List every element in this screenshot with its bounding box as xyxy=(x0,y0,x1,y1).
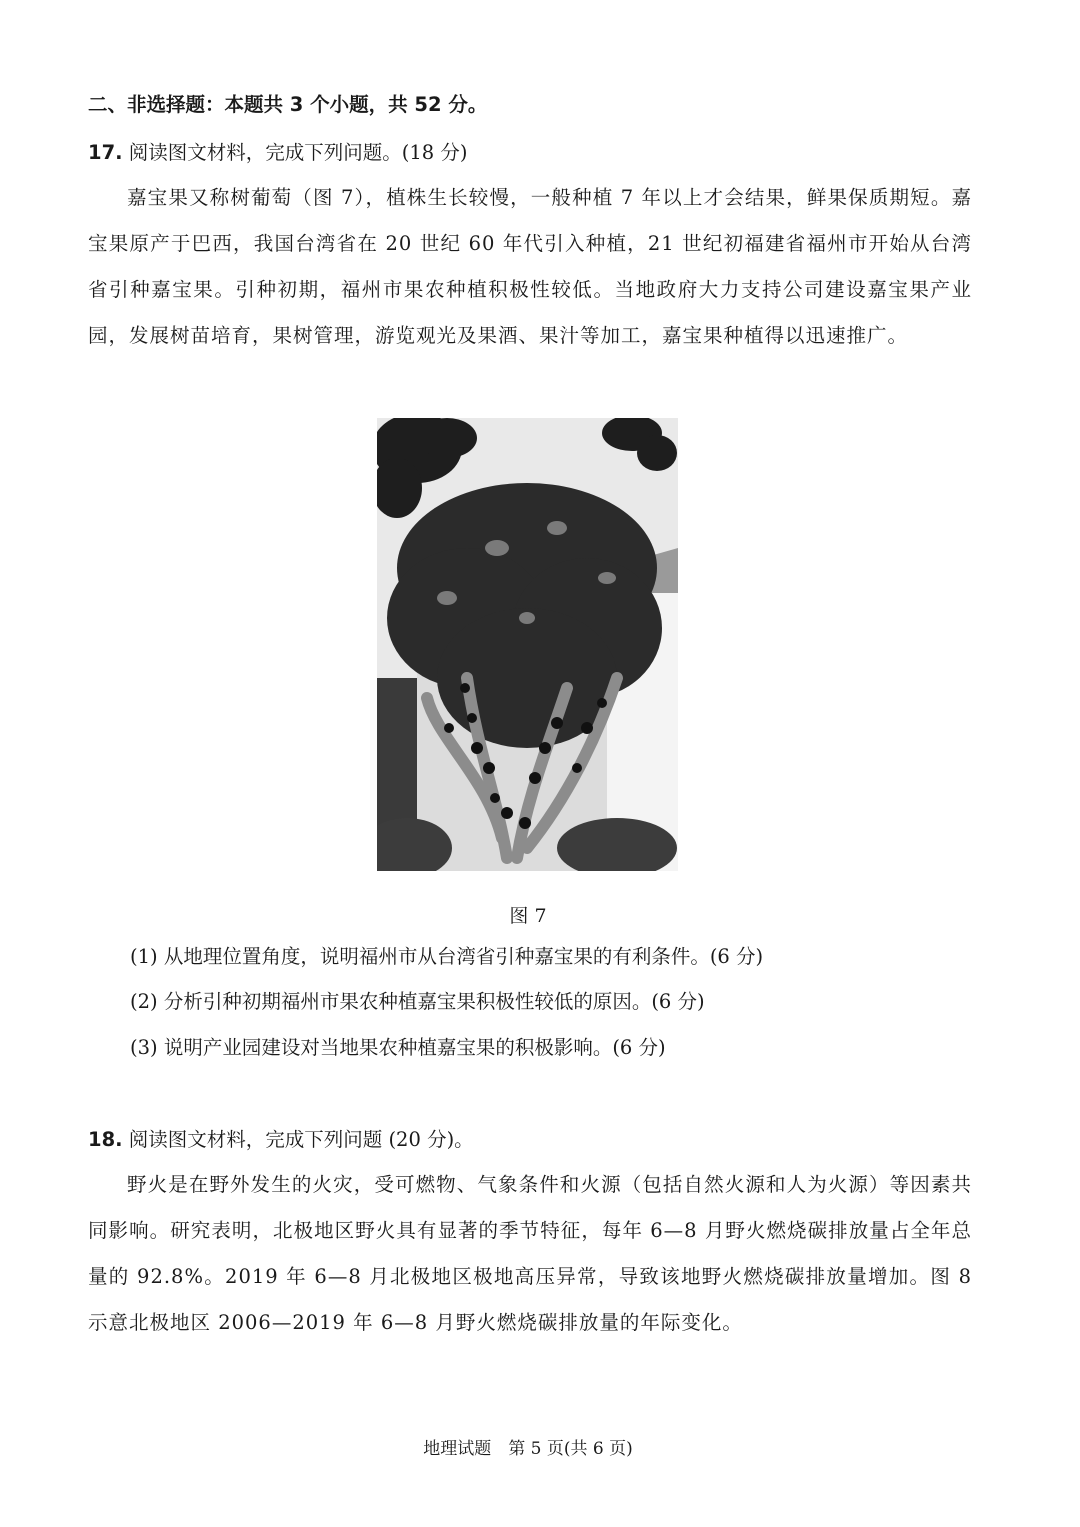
figure-7-caption: 图 7 xyxy=(509,905,547,927)
question-17-sub-1: (1) 从地理位置角度，说明福州市从台湾省引种嘉宝果的有利条件。(6 分) xyxy=(130,945,764,968)
question-18-title xyxy=(88,1130,474,1150)
jaboticaba-tree-photo xyxy=(377,418,678,871)
question-17-title xyxy=(88,143,467,163)
question-17-sub-2: (2) 分析引种初期福州市果农种植嘉宝果积极性较低的原因。(6 分) xyxy=(130,990,705,1013)
question-18-paragraph: 野火是在野外发生的火灾，受可燃物、气象条件和火源（包括自然火源和人为火源）等因素共同影响。研究表明，北极地区野火具有显著的季节特征，每年 6—8 月野火燃烧碳排放量占全年总量的 92.8%。2019 年 6—8 月北极地区极地高压异常，导致该地野火燃烧碳排放量增加。图 8 示意北极地区 2006—2019 年 6—8 月野火燃烧碳排放量的年际变化。 xyxy=(88,1173,972,1334)
question-18-number: 18. xyxy=(88,1128,123,1151)
page-footer: 地理试题 第 5 页(共 6 页) xyxy=(423,1439,633,1459)
question-17-number: 17. xyxy=(88,141,123,164)
question-17-sub-3: (3) 说明产业园建设对当地果农种植嘉宝果的积极影响。(6 分) xyxy=(130,1036,666,1059)
section-heading: 二、非选择题：本题共 3 个小题，共 52 分。 xyxy=(88,93,488,116)
question-17-paragraph: 嘉宝果又称树葡萄（图 7），植株生长较慢，一般种植 7 年以上才会结果，鲜果保质期短。嘉宝果原产于巴西，我国台湾省在 20 世纪 60 年代引入种植，21 世纪初福建省福州市开始从台湾省引种嘉宝果。引种初期，福州市果农种植积极性较低。当地政府大力支持公司建设嘉宝果产业园，发展树苗培育，果树管理，游览观光及果酒、果汁等加工，嘉宝果种植得以迅速推广。 xyxy=(88,186,972,347)
question-18-intro: 阅读图文材料，完成下列问题 (20 分)。 xyxy=(128,1128,474,1151)
question-17-intro: 阅读图文材料，完成下列问题。(18 分) xyxy=(128,141,468,164)
